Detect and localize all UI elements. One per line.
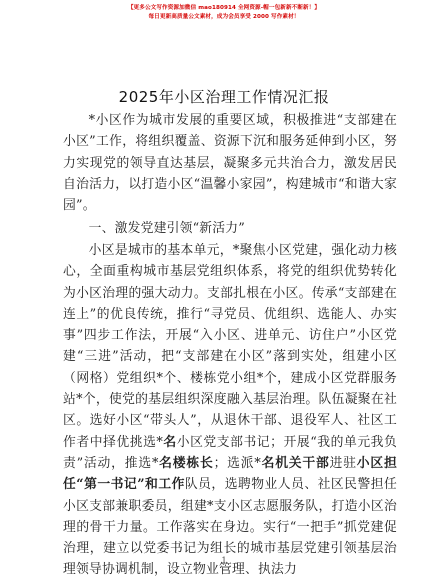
section-heading-1: 一、激发党建引领“新活力”: [88, 221, 246, 236]
page-number: 1: [221, 556, 227, 565]
promo-banner: [0, 4, 448, 22]
paragraph-text: 进驻: [329, 455, 357, 471]
paragraph-intro: *小区作为城市发展的重要区域，积极推进“支部建在小区”工作，将组织覆盖、资源下沉和服务延伸到小区，努力实现党的领导直达基层，凝聚多元共治合力，激发居民自治活力，以打造小区“温馨小家园”，构建城市“和谐大家园”。: [63, 113, 397, 214]
paragraph-text: 小区党支部书记；开展“我的单元我负责”活动，推选*: [63, 434, 398, 471]
bold-text: 名机关干部: [260, 455, 330, 471]
bold-text: 小区担任“第一书记”和工作: [63, 455, 397, 493]
paragraph-text: ；选派*: [213, 455, 261, 471]
promo-banner-line1: 【更多公文写作资源加微信 mao180914 全网资源-帽一包新新不断新！】: [127, 5, 321, 11]
paragraph-text: 队员，选聘物业人员、社区民警担任小区支部兼职委员，组建*支小区志愿服务队，打造小区治理的骨干力量。工作落实在身边。实行“一把手”抓党建促治理，建立以党委书记为组长的城市基层党建引领基层治理领导协调机制，设立物业管理、执法力: [63, 477, 397, 578]
paragraph-text: 小区是城市的基本单元，*聚焦小区党建，强化动力核心，全面重构城市基层党组织体系，将党的组织优势转化为小区治理的强大动力。支部扎根在小区。传承“支部建在连上”的优良传统，推行“寻党员、优组织、选能人、办实事”四步工作法，开展“入小区、进单元、访住户”小区党建“三进”活动，把“支部建在小区”落到实处，组建小区（网格）党组织*个、楼栋党小组*个，建成小区党群服务站*个，使党的基层组织深度融入基层治理。队伍凝聚在社区。选好小区“带头人”，从退休干部、退役军人、社区工作者中择优挑选*: [63, 243, 397, 450]
promo-banner-line2: 每日更新高质量公文素材，成为会员享受 2000 写作素材！: [148, 14, 300, 20]
paragraph-section-1: [63, 240, 397, 581]
document-title: 2025年小区治理工作情况汇报: [118, 88, 330, 106]
bold-text: 名: [163, 434, 177, 450]
bold-text: 名楼栋长: [158, 455, 214, 471]
